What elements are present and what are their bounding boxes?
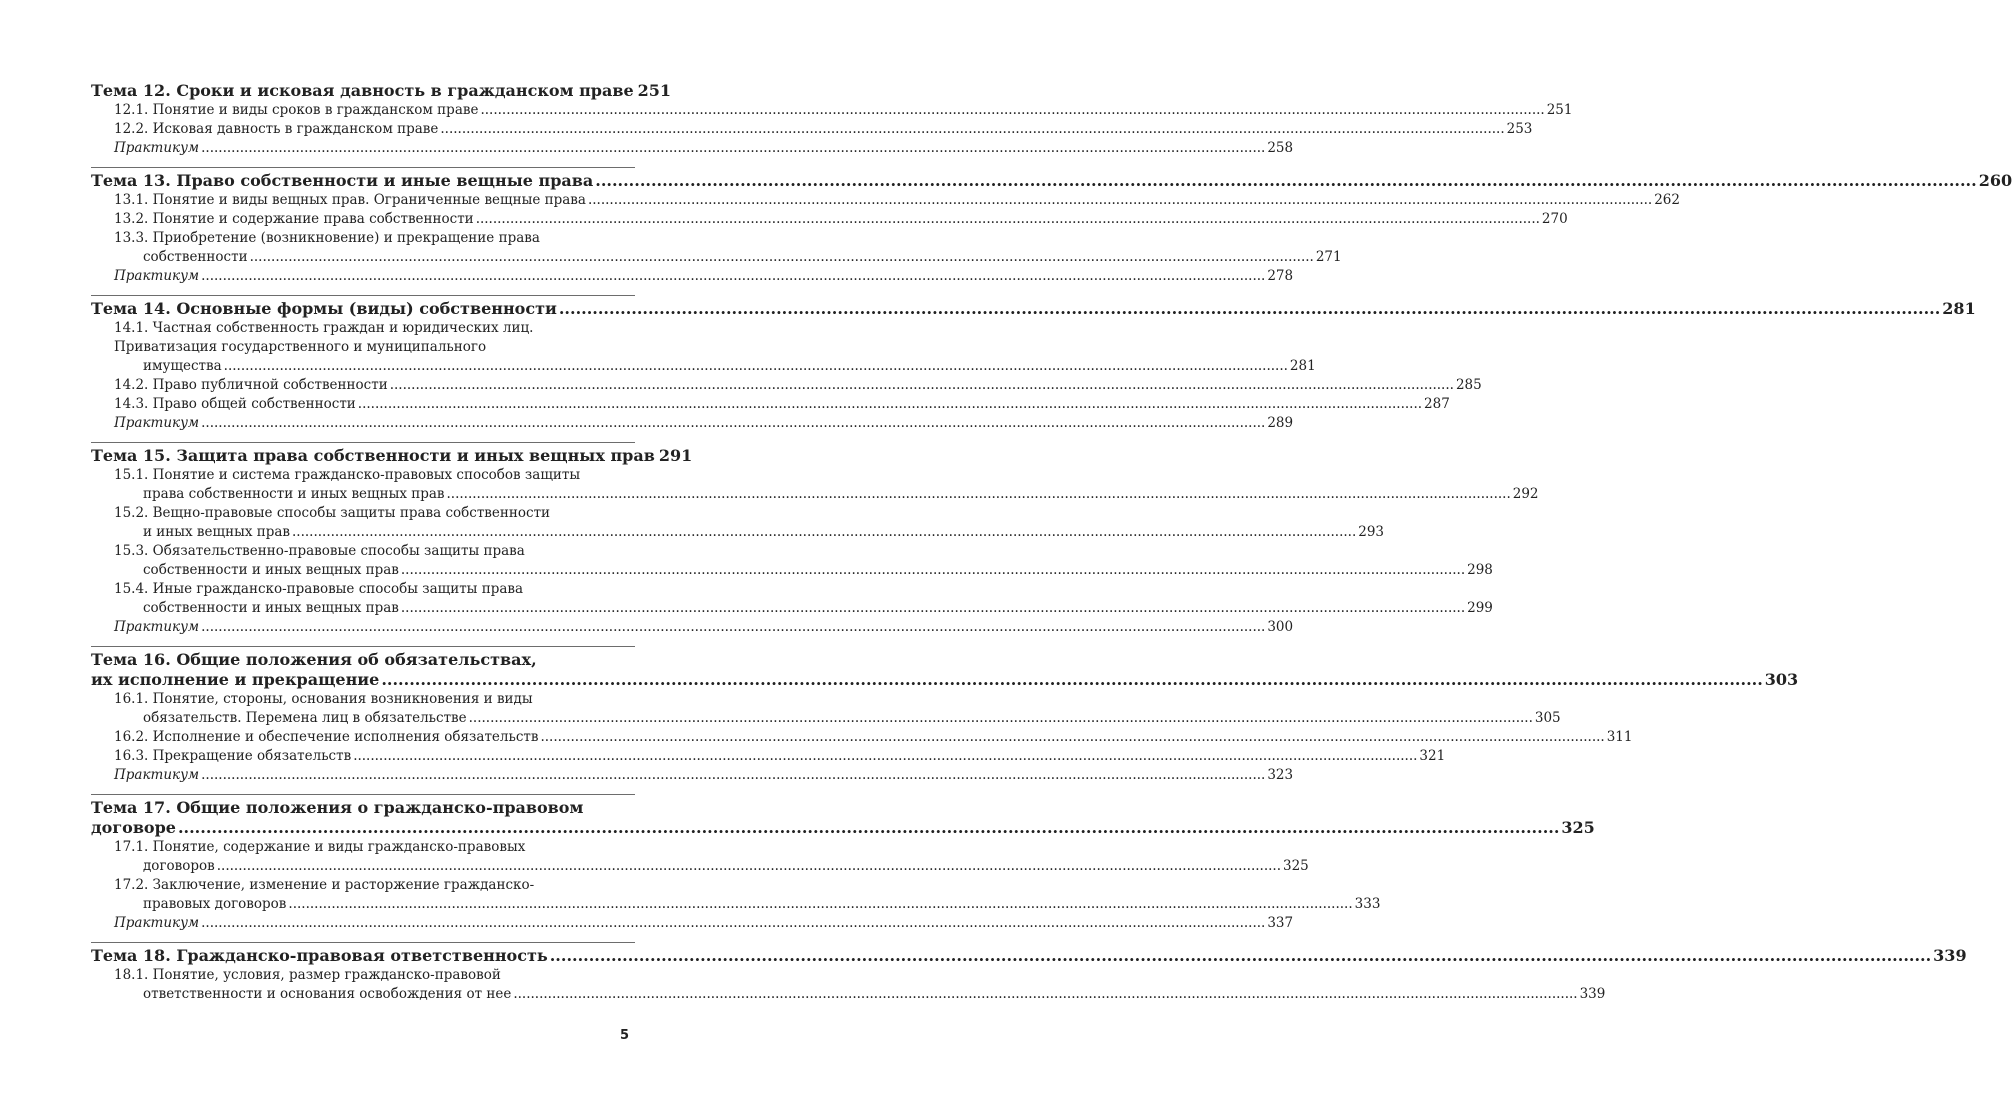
toc-leader-line	[114, 248, 1342, 267]
dot-leader	[381, 670, 1762, 690]
entry-page-number: 281	[1289, 358, 1316, 374]
topic-page-number: 325	[1561, 818, 1595, 837]
dot-leader	[469, 709, 1533, 728]
topic-page-number: 281	[1942, 299, 1976, 318]
toc-entry	[91, 319, 1316, 376]
toc-entry	[91, 466, 1539, 504]
toc-practicum	[91, 766, 1294, 785]
practicum-label: Практикум	[114, 140, 200, 156]
entry-text-line: 17.2. Заключение, изменение и расторжение гражданско-	[114, 877, 535, 893]
toc-entry	[91, 747, 1446, 766]
practicum-page-number: 337	[1267, 915, 1294, 931]
topic-title-line: Тема 14. Основные формы (виды) собственности	[91, 299, 557, 318]
entry-text-line: имущества	[143, 358, 222, 374]
dot-leader	[178, 818, 1559, 838]
toc-practicum	[91, 267, 1294, 286]
topic-title-line: Тема 13. Право собственности и иные вещные права	[91, 171, 594, 190]
entry-page-number: 285	[1455, 377, 1482, 393]
practicum-label: Практикум	[114, 915, 200, 931]
topic-title-line: Тема 12. Сроки и исковая давность в гражданском праве	[91, 81, 634, 100]
toc-leader-line	[91, 299, 1976, 319]
toc-topic	[91, 942, 1967, 1004]
dot-leader	[559, 299, 1940, 319]
entry-text-line: 13.1. Понятие и виды вещных прав. Ограниченные вещные права	[114, 192, 586, 208]
entry-text-line: 15.3. Обязательственно-правовые способы защиты права	[114, 543, 525, 559]
dot-leader	[224, 357, 1288, 376]
entry-text-line: 16.2. Исполнение и обеспечение исполнения обязательств	[114, 729, 539, 745]
entry-text-line: 16.1. Понятие, стороны, основания возникновения и виды	[114, 691, 533, 707]
topic-page-number: 303	[1764, 670, 1799, 689]
entry-text-line: собственности	[143, 249, 248, 265]
toc-entry	[91, 101, 1573, 120]
dot-leader	[447, 485, 1511, 504]
entry-text-line: 14.2. Право публичной собственности	[114, 377, 388, 393]
dot-leader	[476, 210, 1540, 229]
topic-title	[91, 795, 1595, 838]
dot-leader	[288, 895, 1352, 914]
toc-leader-line	[114, 485, 1539, 504]
page-number: 5	[620, 1028, 630, 1043]
toc-topic	[91, 646, 1799, 785]
topic-page-number: 339	[1933, 946, 1967, 965]
dot-leader	[201, 139, 1265, 158]
toc-entry	[91, 690, 1561, 728]
toc-practicum	[91, 618, 1294, 637]
entry-page-number: 333	[1354, 896, 1381, 912]
entry-text-line: 15.2. Вещно-правовые способы защиты права собственности	[114, 505, 551, 521]
dot-leader	[201, 766, 1265, 785]
topic-title	[91, 168, 2012, 191]
toc-entry	[91, 395, 1450, 414]
topic-page-number: 251	[637, 81, 672, 100]
entry-page-number: 298	[1467, 562, 1493, 578]
toc-leader-line	[114, 728, 1633, 747]
toc-leader-line	[114, 395, 1450, 414]
entry-text-line: 16.3. Прекращение обязательств	[114, 748, 352, 764]
toc-leader-line	[91, 946, 1967, 966]
practicum-page-number: 258	[1267, 140, 1294, 156]
toc-entry	[91, 542, 1493, 580]
toc-leader-line	[114, 895, 1381, 914]
entry-page-number: 262	[1654, 192, 1680, 208]
dot-leader	[201, 267, 1265, 286]
toc-entry	[91, 580, 1493, 618]
entry-text-line: 15.1. Понятие и система гражданско-правовых способов защиты	[114, 467, 581, 483]
topic-title	[91, 943, 1967, 966]
entry-page-number: 305	[1534, 710, 1561, 726]
dot-leader	[401, 599, 1465, 618]
dot-leader	[390, 376, 1454, 395]
toc-entry	[91, 376, 1482, 395]
practicum-page-number: 323	[1267, 767, 1294, 783]
toc-practicum	[91, 139, 1294, 158]
practicum-label: Практикум	[114, 268, 200, 284]
entry-text-line: 12.2. Исковая давность в гражданском праве	[114, 121, 439, 137]
topic-page-number: 291	[658, 446, 693, 465]
entry-text-line: собственности и иных вещных прав	[143, 562, 399, 578]
toc-topic	[91, 167, 2012, 286]
entry-text-line: договоров	[143, 858, 215, 874]
toc-leader-line	[114, 599, 1493, 618]
toc-entry	[91, 229, 1342, 267]
toc-entry	[91, 838, 1309, 876]
entry-page-number: 299	[1467, 600, 1493, 616]
toc-leader-line	[114, 766, 1294, 785]
entry-text-line: 14.3. Право общей собственности	[114, 396, 356, 412]
practicum-label: Практикум	[114, 619, 200, 635]
dot-leader	[595, 171, 1976, 191]
toc-topic	[91, 78, 1573, 158]
table-of-contents	[91, 78, 2012, 1013]
toc-leader-line	[91, 171, 2012, 191]
toc-entry	[91, 728, 1633, 747]
dot-leader	[250, 248, 1314, 267]
topic-title	[91, 647, 1799, 690]
toc-entry	[91, 191, 1680, 210]
practicum-page-number: 300	[1267, 619, 1294, 635]
toc-topic	[91, 295, 1976, 433]
toc-leader-line	[114, 857, 1309, 876]
toc-leader-line	[91, 81, 672, 101]
dot-leader	[401, 561, 1465, 580]
toc-leader-line	[114, 561, 1493, 580]
topic-title-line: их исполнение и прекращение	[91, 670, 380, 689]
toc-leader-line	[114, 747, 1446, 766]
dot-leader	[201, 618, 1265, 637]
dot-leader	[513, 985, 1577, 1004]
entry-text-line: 13.2. Понятие и содержание права собственности	[114, 211, 474, 227]
entry-page-number: 321	[1419, 748, 1446, 764]
toc-leader-line	[91, 818, 1595, 838]
toc-leader-line	[114, 709, 1561, 728]
entry-text-line: 12.1. Понятие и виды сроков в гражданском праве	[114, 102, 479, 118]
topic-title-line: Тема 16. Общие положения об обязательствах,	[91, 650, 537, 669]
toc-leader-line	[114, 210, 1568, 229]
entry-text-line: права собственности и иных вещных прав	[143, 486, 445, 502]
entry-page-number: 311	[1606, 729, 1633, 745]
toc-entry	[91, 876, 1381, 914]
practicum-label: Практикум	[114, 767, 200, 783]
toc-leader-line	[114, 120, 1533, 139]
topic-title-line: Тема 15. Защита права собственности и иных вещных прав	[91, 446, 655, 465]
dot-leader	[540, 728, 1604, 747]
entry-text-line: Приватизация государственного и муниципального	[114, 339, 487, 355]
entry-page-number: 287	[1424, 396, 1450, 412]
topic-title	[91, 78, 672, 101]
entry-text-line: 15.4. Иные гражданско-правовые способы защиты права	[114, 581, 524, 597]
entry-text-line: ответственности и основания освобождения от нее	[143, 986, 512, 1002]
dot-leader	[358, 395, 1422, 414]
entry-text-line: правовых договоров	[143, 896, 287, 912]
topic-title-line: Тема 17. Общие положения о гражданско-правовом	[91, 798, 584, 817]
entry-text-line: и иных вещных прав	[143, 524, 291, 540]
toc-leader-line	[114, 357, 1316, 376]
practicum-page-number: 289	[1267, 415, 1294, 431]
topic-page-number: 260	[1978, 171, 2012, 190]
toc-entry	[91, 120, 1533, 139]
dot-leader	[201, 914, 1265, 933]
entry-page-number: 270	[1541, 211, 1568, 227]
toc-practicum	[91, 414, 1294, 433]
toc-leader-line	[114, 914, 1294, 933]
toc-leader-line	[114, 414, 1294, 433]
toc-topic	[91, 794, 1595, 933]
topic-title-line: Тема 18. Гражданско-правовая ответственность	[91, 946, 548, 965]
toc-entry	[91, 966, 1606, 1004]
dot-leader	[201, 414, 1265, 433]
toc-practicum	[91, 914, 1294, 933]
toc-entry	[91, 504, 1385, 542]
topic-title	[91, 296, 1976, 319]
entry-text-line: 14.1. Частная собственность граждан и юридических лиц.	[114, 320, 534, 336]
topic-title-line: договоре	[91, 818, 176, 837]
entry-page-number: 253	[1506, 121, 1533, 137]
dot-leader	[353, 747, 1417, 766]
practicum-label: Практикум	[114, 415, 200, 431]
toc-topic	[91, 442, 1539, 637]
dot-leader	[292, 523, 1356, 542]
toc-leader-line	[114, 191, 1680, 210]
entry-text-line: 18.1. Понятие, условия, размер гражданско-правовой	[114, 967, 501, 983]
toc-leader-line	[91, 446, 693, 466]
toc-leader-line	[114, 267, 1294, 286]
entry-text-line: 13.3. Приобретение (возникновение) и прекращение права	[114, 230, 540, 246]
toc-leader-line	[114, 376, 1482, 395]
entry-page-number: 251	[1546, 102, 1573, 118]
entry-page-number: 339	[1579, 986, 1606, 1002]
entry-text-line: 17.1. Понятие, содержание и виды гражданско-правовых	[114, 839, 526, 855]
practicum-page-number: 278	[1267, 268, 1294, 284]
entry-text-line: собственности и иных вещных прав	[143, 600, 399, 616]
toc-leader-line	[114, 101, 1573, 120]
dot-leader	[440, 120, 1504, 139]
toc-leader-line	[91, 670, 1799, 690]
dot-leader	[588, 191, 1652, 210]
entry-page-number: 271	[1315, 249, 1342, 265]
dot-leader	[550, 946, 1931, 966]
dot-leader	[217, 857, 1281, 876]
toc-entry	[91, 210, 1568, 229]
entry-page-number: 292	[1512, 486, 1539, 502]
entry-page-number: 325	[1282, 858, 1309, 874]
entry-page-number: 293	[1358, 524, 1385, 540]
toc-leader-line	[114, 985, 1606, 1004]
toc-leader-line	[114, 523, 1385, 542]
entry-text-line: обязательств. Перемена лиц в обязательстве	[143, 710, 467, 726]
dot-leader	[480, 101, 1544, 120]
toc-leader-line	[114, 139, 1294, 158]
topic-title	[91, 443, 693, 466]
toc-leader-line	[114, 618, 1294, 637]
